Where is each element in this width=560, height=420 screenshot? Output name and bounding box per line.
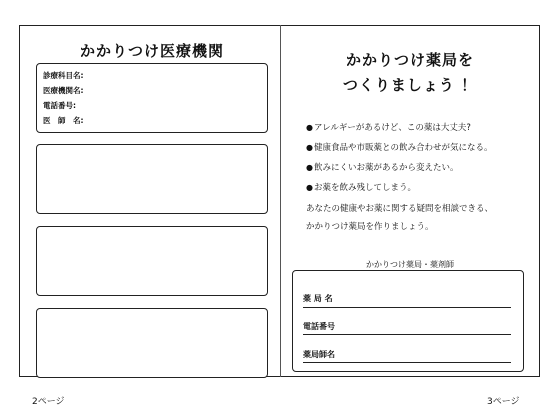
- field-pharmacist-name: 薬局師名: [303, 350, 335, 359]
- field-pharmacy-phone: 電話番号: [303, 322, 335, 331]
- title-line-1: かかりつけ薬局を: [345, 51, 474, 69]
- advice-line-2: かかりつけ薬局を作りましょう。: [306, 222, 434, 232]
- field-pharmacy-name: 薬 局 名: [303, 294, 333, 303]
- title-line-2: つくりましょう ！: [342, 76, 478, 94]
- field-phone: 電話番号:: [43, 101, 76, 110]
- clinic-info-box: [36, 63, 268, 133]
- write-line: [303, 334, 511, 335]
- field-doctor: 医 師 名:: [43, 116, 84, 125]
- page-number-right: 3ページ: [487, 397, 520, 407]
- blank-box-3: [36, 308, 268, 378]
- field-institution: 医療機関名:: [43, 86, 84, 95]
- concern-item: ● アレルギーがあるけど、この薬は大丈夫?: [306, 118, 531, 138]
- concern-item: ● 飲みにくいお薬があるから変えたい。: [306, 158, 531, 178]
- advice-text: [306, 200, 531, 236]
- blank-box-2: [36, 226, 268, 296]
- pharmacy-info-box: [292, 270, 524, 372]
- concern-item: ● お薬を飲み残してしまう。: [306, 178, 531, 198]
- write-line: [303, 362, 511, 363]
- page-fold-line: [280, 25, 281, 377]
- page-number-left: 2ページ: [32, 397, 65, 407]
- write-line: [303, 307, 511, 308]
- pharmacy-page-title: [296, 48, 524, 98]
- field-department: 診療科目名:: [43, 71, 84, 80]
- advice-line-1: あなたの健康やお薬に関する疑問を相談できる、: [306, 204, 494, 214]
- clinic-section-title: かかりつけ医療機関: [79, 42, 224, 60]
- concern-item: ● 健康食品や市販薬との飲み合わせが気になる。: [306, 138, 531, 158]
- pharmacy-box-heading: かかりつけ薬局・薬剤師: [366, 260, 454, 269]
- blank-box-1: [36, 144, 268, 214]
- concern-list: [306, 118, 531, 198]
